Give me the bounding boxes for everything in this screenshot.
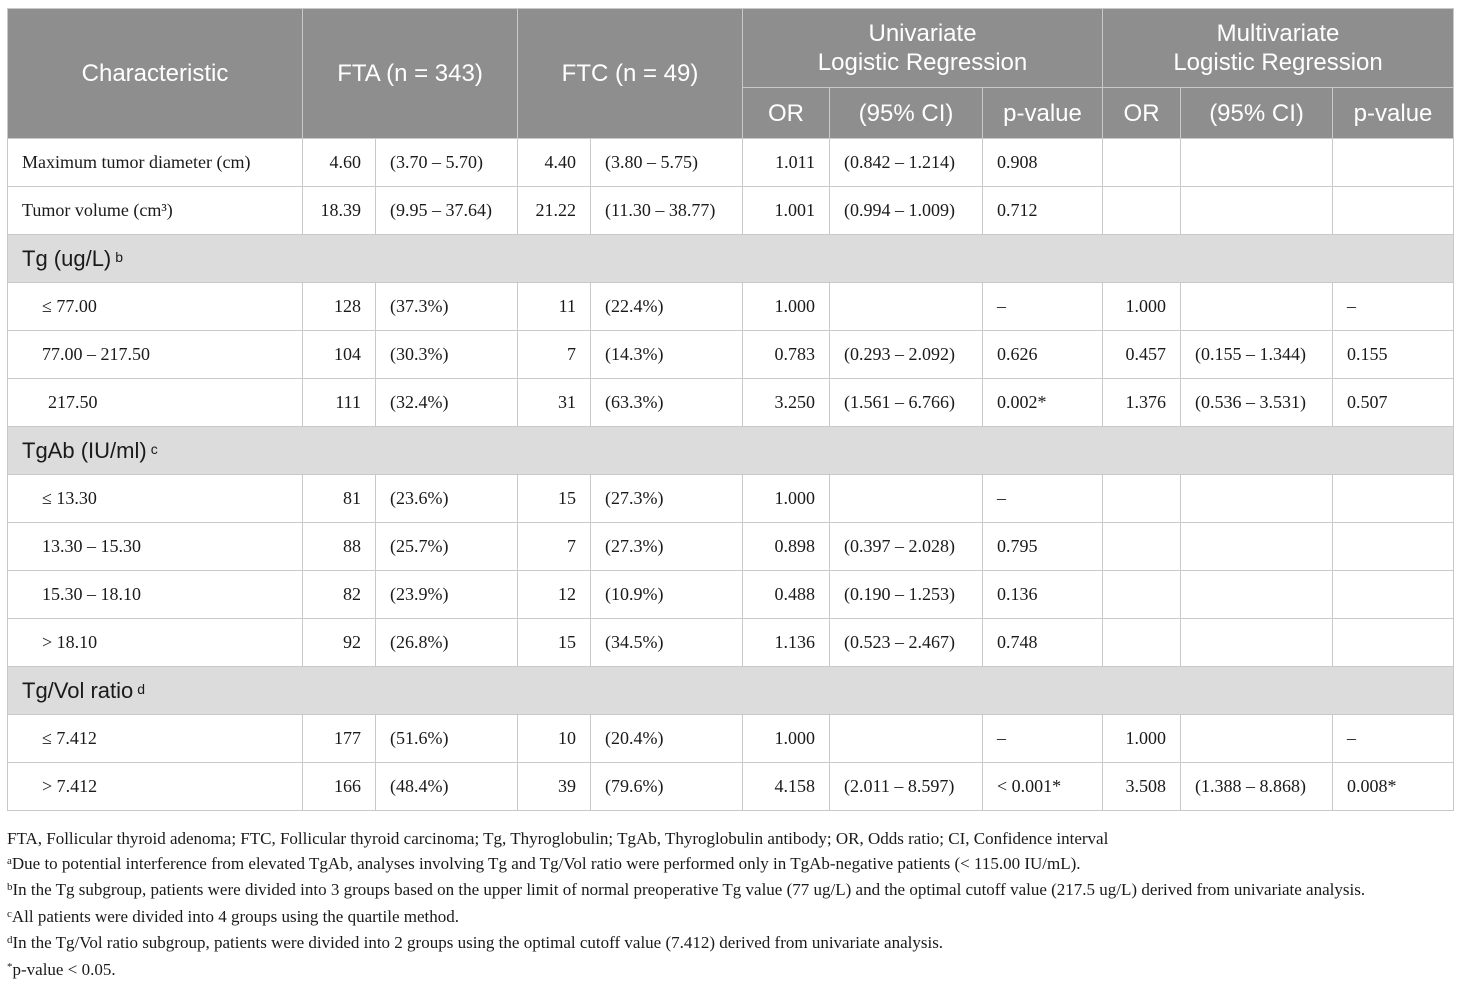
table-row (8, 283, 1454, 331)
fta-value: 4.60 (303, 139, 376, 187)
header-univariate (743, 9, 1103, 88)
table-row (8, 619, 1454, 667)
fta-range: (37.3%) (376, 283, 518, 331)
fta-value: 177 (303, 715, 376, 763)
ftc-value: 15 (518, 619, 591, 667)
univariate-pvalue: 0.136 (983, 571, 1103, 619)
univariate-ci: (0.190 – 1.253) (830, 571, 983, 619)
univariate-pvalue: 0.748 (983, 619, 1103, 667)
ftc-value: 39 (518, 763, 591, 811)
table-row (8, 475, 1454, 523)
fta-range: (25.7%) (376, 523, 518, 571)
univariate-pvalue: 0.002* (983, 379, 1103, 427)
header-multivariate-or: OR (1103, 88, 1181, 139)
univariate-or: 1.000 (743, 715, 830, 763)
univariate-pvalue: – (983, 475, 1103, 523)
fta-value: 111 (303, 379, 376, 427)
footnote-text: Due to potential interference from elevated TgAb, analyses involving Tg and Tg/Vol ratio were performed only in TgAb-negative patients (< 115.00 IU/mL). (11, 853, 1081, 873)
group-title: Tg/Vol ratio (22, 677, 134, 703)
univariate-or: 1.011 (743, 139, 830, 187)
group-label-ratio (8, 667, 1454, 715)
univariate-or: 1.136 (743, 619, 830, 667)
multivariate-pvalue (1333, 139, 1454, 187)
table-row (8, 523, 1454, 571)
multivariate-ci: (0.536 – 3.531) (1181, 379, 1333, 427)
footnote-mark: b (115, 248, 124, 265)
multivariate-ci (1181, 187, 1333, 235)
ftc-range: (3.80 – 5.75) (591, 139, 743, 187)
univariate-ci (830, 283, 983, 331)
row-label: ≤ 77.00 (8, 283, 303, 331)
header-ftc: FTC (n = 49) (518, 9, 743, 139)
header-multivariate-line1: Multivariate (1216, 20, 1340, 47)
ftc-value: 21.22 (518, 187, 591, 235)
multivariate-pvalue (1333, 475, 1454, 523)
ftc-value: 15 (518, 475, 591, 523)
multivariate-ci (1181, 715, 1333, 763)
footnote-mark: b (7, 881, 13, 893)
results-table-container (7, 8, 1453, 811)
row-label: ≤ 7.412 (8, 715, 303, 763)
header-univariate-line1: Univariate (868, 20, 977, 47)
ftc-value: 11 (518, 283, 591, 331)
multivariate-or (1103, 523, 1181, 571)
univariate-ci: (0.293 – 2.092) (830, 331, 983, 379)
multivariate-pvalue (1333, 571, 1454, 619)
multivariate-or (1103, 475, 1181, 523)
univariate-pvalue: – (983, 283, 1103, 331)
row-label: ≤ 13.30 (8, 475, 303, 523)
table-row (8, 571, 1454, 619)
table-row (8, 763, 1454, 811)
group-label-tg (8, 235, 1454, 283)
group-row-tgab (8, 427, 1454, 475)
ftc-value: 4.40 (518, 139, 591, 187)
ftc-value: 7 (518, 331, 591, 379)
footnote-mark: d (137, 680, 146, 697)
footnote-text: All patients were divided into 4 groups using the quartile method. (11, 906, 460, 926)
multivariate-pvalue (1333, 187, 1454, 235)
row-label: 13.30 – 15.30 (8, 523, 303, 571)
ftc-range: (63.3%) (591, 379, 743, 427)
row-label: > 18.10 (8, 619, 303, 667)
fta-value: 81 (303, 475, 376, 523)
fta-range: (23.6%) (376, 475, 518, 523)
header-multivariate (1103, 9, 1454, 88)
ftc-range: (79.6%) (591, 763, 743, 811)
multivariate-or (1103, 571, 1181, 619)
ftc-value: 7 (518, 523, 591, 571)
footnote-mark: d (7, 934, 13, 946)
multivariate-ci (1181, 571, 1333, 619)
ftc-range: (34.5%) (591, 619, 743, 667)
table-row (8, 379, 1454, 427)
logistic-regression-table (7, 8, 1454, 811)
multivariate-pvalue: – (1333, 715, 1454, 763)
univariate-pvalue: 0.626 (983, 331, 1103, 379)
multivariate-ci (1181, 523, 1333, 571)
univariate-or: 4.158 (743, 763, 830, 811)
multivariate-or (1103, 619, 1181, 667)
ftc-value: 10 (518, 715, 591, 763)
fta-range: (3.70 – 5.70) (376, 139, 518, 187)
footnote-mark: * (7, 960, 13, 973)
row-label: Tumor volume (cm³) (8, 187, 303, 235)
univariate-ci: (0.994 – 1.009) (830, 187, 983, 235)
ftc-range: (27.3%) (591, 475, 743, 523)
univariate-pvalue: 0.712 (983, 187, 1103, 235)
footnote-mark: c (150, 440, 158, 457)
row-label: 217.50 (8, 379, 303, 427)
ftc-value: 31 (518, 379, 591, 427)
table-row (8, 331, 1454, 379)
univariate-or: 1.000 (743, 283, 830, 331)
univariate-or: 0.783 (743, 331, 830, 379)
multivariate-pvalue: 0.155 (1333, 331, 1454, 379)
multivariate-pvalue (1333, 619, 1454, 667)
footnote-b (7, 878, 1453, 905)
fta-range: (51.6%) (376, 715, 518, 763)
univariate-pvalue: 0.908 (983, 139, 1103, 187)
row-label: 15.30 – 18.10 (8, 571, 303, 619)
multivariate-pvalue: 0.008* (1333, 763, 1454, 811)
fta-value: 82 (303, 571, 376, 619)
header-multivariate-line2: Logistic Regression (1173, 49, 1383, 76)
fta-value: 104 (303, 331, 376, 379)
ftc-range: (10.9%) (591, 571, 743, 619)
univariate-ci (830, 475, 983, 523)
table-row-diameter (8, 139, 1454, 187)
ftc-range: (22.4%) (591, 283, 743, 331)
footnote-text: p-value < 0.05. (12, 959, 116, 979)
multivariate-ci (1181, 475, 1333, 523)
ftc-value: 12 (518, 571, 591, 619)
fta-range: (23.9%) (376, 571, 518, 619)
group-title: Tg (ug/L) (22, 245, 112, 271)
multivariate-or (1103, 187, 1181, 235)
fta-value: 18.39 (303, 187, 376, 235)
multivariate-or: 3.508 (1103, 763, 1181, 811)
group-label-tgab (8, 427, 1454, 475)
fta-value: 88 (303, 523, 376, 571)
univariate-or: 3.250 (743, 379, 830, 427)
header-fta: FTA (n = 343) (303, 9, 518, 139)
table-row-volume (8, 187, 1454, 235)
header-univariate-or: OR (743, 88, 830, 139)
multivariate-pvalue: – (1333, 283, 1454, 331)
univariate-pvalue: 0.795 (983, 523, 1103, 571)
univariate-pvalue: – (983, 715, 1103, 763)
footnote-abbreviations: FTA, Follicular thyroid adenoma; FTC, Follicular thyroid carcinoma; Tg, Thyroglobulin; TgAb, Thyroglobulin antibody; OR, Odds ratio; CI, Confidence interval (7, 829, 1109, 848)
fta-value: 128 (303, 283, 376, 331)
table-row (8, 715, 1454, 763)
fta-range: (48.4%) (376, 763, 518, 811)
footnote-a (7, 852, 1453, 879)
univariate-ci: (0.397 – 2.028) (830, 523, 983, 571)
univariate-pvalue: < 0.001* (983, 763, 1103, 811)
multivariate-or: 1.000 (1103, 283, 1181, 331)
header-univariate-ci: (95% CI) (830, 88, 983, 139)
univariate-ci (830, 715, 983, 763)
fta-range: (30.3%) (376, 331, 518, 379)
multivariate-ci: (0.155 – 1.344) (1181, 331, 1333, 379)
multivariate-or (1103, 139, 1181, 187)
header-univariate-pvalue: p-value (983, 88, 1103, 139)
univariate-ci: (0.523 – 2.467) (830, 619, 983, 667)
header-multivariate-pvalue: p-value (1333, 88, 1454, 139)
multivariate-or: 0.457 (1103, 331, 1181, 379)
ftc-range: (20.4%) (591, 715, 743, 763)
footnote-c (7, 905, 1453, 932)
header-multivariate-ci: (95% CI) (1181, 88, 1333, 139)
footnote-mark: a (7, 854, 12, 867)
header-univariate-line2: Logistic Regression (817, 49, 1028, 76)
univariate-ci: (0.842 – 1.214) (830, 139, 983, 187)
group-row-tg (8, 235, 1454, 283)
univariate-ci: (1.561 – 6.766) (830, 379, 983, 427)
fta-range: (26.8%) (376, 619, 518, 667)
footnote-text: In the Tg/Vol ratio subgroup, patients were divided into 2 groups using the optimal cutoff value (7.412) derived from univariate analysis. (12, 933, 944, 952)
multivariate-ci (1181, 619, 1333, 667)
univariate-or: 0.488 (743, 571, 830, 619)
table-footnotes (7, 827, 1453, 984)
row-label: Maximum tumor diameter (cm) (8, 139, 303, 187)
group-row-ratio (8, 667, 1454, 715)
fta-value: 92 (303, 619, 376, 667)
row-label: 77.00 – 217.50 (8, 331, 303, 379)
univariate-or: 1.000 (743, 475, 830, 523)
ftc-range: (14.3%) (591, 331, 743, 379)
group-title: TgAb (IU/ml) (22, 437, 147, 463)
fta-range: (9.95 – 37.64) (376, 187, 518, 235)
row-label: > 7.412 (8, 763, 303, 811)
footnote-mark: c (7, 907, 12, 920)
header-characteristic: Characteristic (8, 9, 303, 139)
univariate-or: 1.001 (743, 187, 830, 235)
multivariate-pvalue (1333, 523, 1454, 571)
fta-value: 166 (303, 763, 376, 811)
univariate-ci: (2.011 – 8.597) (830, 763, 983, 811)
multivariate-or: 1.376 (1103, 379, 1181, 427)
fta-range: (32.4%) (376, 379, 518, 427)
multivariate-pvalue: 0.507 (1333, 379, 1454, 427)
ftc-range: (11.30 – 38.77) (591, 187, 743, 235)
multivariate-or: 1.000 (1103, 715, 1181, 763)
ftc-range: (27.3%) (591, 523, 743, 571)
multivariate-ci (1181, 139, 1333, 187)
footnote-text: In the Tg subgroup, patients were divided into 3 groups based on the upper limit of normal preoperative Tg value (77 ug/L) and the optimal cutoff value (217.5 ug/L) derived from univariate analysis. (12, 880, 1366, 899)
multivariate-ci (1181, 283, 1333, 331)
footnote-d (7, 931, 1453, 958)
multivariate-ci: (1.388 – 8.868) (1181, 763, 1333, 811)
footnote-star (7, 958, 1453, 985)
univariate-or: 0.898 (743, 523, 830, 571)
